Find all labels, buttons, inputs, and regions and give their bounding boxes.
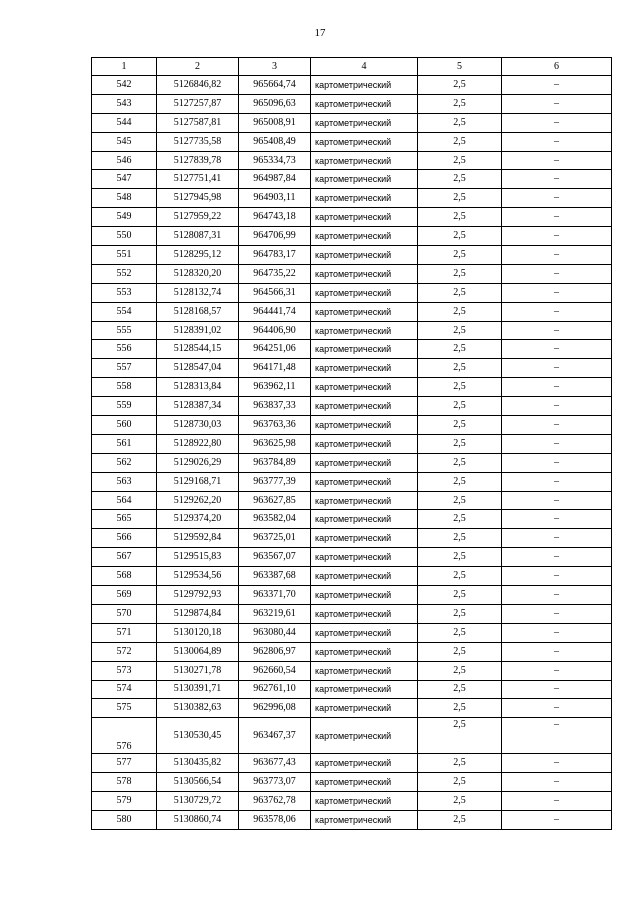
accuracy-cell: 2,5 <box>418 510 502 529</box>
y-coordinate-cell: 962996,08 <box>239 699 311 718</box>
table-row <box>92 586 612 605</box>
accuracy-cell: 2,5 <box>418 810 502 829</box>
method-cell: картометрический <box>311 548 418 567</box>
point-number-cell: 572 <box>92 642 157 661</box>
method-cell: картометрический <box>311 397 418 416</box>
point-number-cell: 545 <box>92 132 157 151</box>
note-cell: – <box>502 754 612 773</box>
x-coordinate-cell: 5130729,72 <box>157 792 239 811</box>
table-row <box>92 661 612 680</box>
y-coordinate-cell: 964735,22 <box>239 264 311 283</box>
method-cell: картометрический <box>311 510 418 529</box>
x-coordinate-cell: 5129515,83 <box>157 548 239 567</box>
accuracy-cell: 2,5 <box>418 227 502 246</box>
method-cell: картометрический <box>311 321 418 340</box>
method-cell: картометрический <box>311 378 418 397</box>
accuracy-cell: 2,5 <box>418 340 502 359</box>
y-coordinate-cell: 964251,06 <box>239 340 311 359</box>
y-coordinate-cell: 963387,68 <box>239 567 311 586</box>
point-number-cell: 567 <box>92 548 157 567</box>
method-cell: картометрический <box>311 302 418 321</box>
point-number-cell: 569 <box>92 586 157 605</box>
x-coordinate-cell: 5128922,80 <box>157 434 239 453</box>
method-cell: картометрический <box>311 359 418 378</box>
note-cell: – <box>502 208 612 227</box>
x-coordinate-cell: 5130382,63 <box>157 699 239 718</box>
table-row <box>92 642 612 661</box>
y-coordinate-cell: 964406,90 <box>239 321 311 340</box>
point-number-cell: 550 <box>92 227 157 246</box>
point-number-cell: 570 <box>92 604 157 623</box>
point-number-cell: 564 <box>92 491 157 510</box>
accuracy-cell: 2,5 <box>418 283 502 302</box>
table-row <box>92 246 612 265</box>
y-coordinate-cell: 963627,85 <box>239 491 311 510</box>
x-coordinate-cell: 5130120,18 <box>157 623 239 642</box>
accuracy-cell: 2,5 <box>418 472 502 491</box>
point-number-cell: 573 <box>92 661 157 680</box>
method-cell: картометрический <box>311 472 418 491</box>
x-coordinate-cell: 5128544,15 <box>157 340 239 359</box>
method-cell: картометрический <box>311 699 418 718</box>
method-cell: картометрический <box>311 567 418 586</box>
method-cell: картометрический <box>311 810 418 829</box>
accuracy-cell: 2,5 <box>418 264 502 283</box>
note-cell: – <box>502 94 612 113</box>
page-number: 17 <box>314 27 326 39</box>
method-cell: картометрический <box>311 76 418 95</box>
x-coordinate-cell: 5128320,20 <box>157 264 239 283</box>
x-coordinate-cell: 5129792,93 <box>157 586 239 605</box>
note-cell: – <box>502 170 612 189</box>
note-cell: – <box>502 491 612 510</box>
point-number-cell: 544 <box>92 113 157 132</box>
note-cell: – <box>502 416 612 435</box>
table-body <box>92 58 612 830</box>
x-coordinate-cell: 5128087,31 <box>157 227 239 246</box>
table-row <box>92 151 612 170</box>
x-coordinate-cell: 5130530,45 <box>157 718 239 754</box>
note-cell: – <box>502 321 612 340</box>
accuracy-cell: 2,5 <box>418 189 502 208</box>
method-cell: картометрический <box>311 264 418 283</box>
y-coordinate-cell: 963371,70 <box>239 586 311 605</box>
note-cell: – <box>502 378 612 397</box>
note-cell: – <box>502 472 612 491</box>
method-cell: картометрический <box>311 340 418 359</box>
method-cell: картометрический <box>311 283 418 302</box>
y-coordinate-cell: 963784,89 <box>239 453 311 472</box>
point-number-cell: 557 <box>92 359 157 378</box>
method-cell: картометрический <box>311 661 418 680</box>
y-coordinate-cell: 964903,11 <box>239 189 311 208</box>
note-cell: – <box>502 529 612 548</box>
y-coordinate-cell: 965408,49 <box>239 132 311 151</box>
note-cell: – <box>502 302 612 321</box>
point-number-cell: 558 <box>92 378 157 397</box>
method-cell: картометрический <box>311 491 418 510</box>
method-cell: картометрический <box>311 604 418 623</box>
accuracy-cell: 2,5 <box>418 604 502 623</box>
table-row <box>92 359 612 378</box>
point-number-cell: 576 <box>92 718 157 754</box>
table-header-cell: 3 <box>239 58 311 76</box>
method-cell: картометрический <box>311 642 418 661</box>
point-number-cell: 575 <box>92 699 157 718</box>
accuracy-cell: 2,5 <box>418 76 502 95</box>
method-cell: картометрический <box>311 680 418 699</box>
x-coordinate-cell: 5128168,57 <box>157 302 239 321</box>
point-number-cell: 543 <box>92 94 157 113</box>
point-number-cell: 568 <box>92 567 157 586</box>
point-number-cell: 542 <box>92 76 157 95</box>
x-coordinate-cell: 5130064,89 <box>157 642 239 661</box>
x-coordinate-cell: 5127839,78 <box>157 151 239 170</box>
table-header-row <box>92 58 612 76</box>
method-cell: картометрический <box>311 132 418 151</box>
accuracy-cell: 2,5 <box>418 623 502 642</box>
point-number-cell: 579 <box>92 792 157 811</box>
note-cell: – <box>502 359 612 378</box>
method-cell: картометрический <box>311 529 418 548</box>
x-coordinate-cell: 5127587,81 <box>157 113 239 132</box>
x-coordinate-cell: 5130860,74 <box>157 810 239 829</box>
y-coordinate-cell: 963625,98 <box>239 434 311 453</box>
y-coordinate-cell: 964706,99 <box>239 227 311 246</box>
accuracy-cell: 2,5 <box>418 132 502 151</box>
x-coordinate-cell: 5129592,84 <box>157 529 239 548</box>
y-coordinate-cell: 962660,54 <box>239 661 311 680</box>
method-cell: картометрический <box>311 416 418 435</box>
point-number-cell: 546 <box>92 151 157 170</box>
note-cell: – <box>502 340 612 359</box>
coordinates-table <box>91 57 612 830</box>
method-cell: картометрический <box>311 151 418 170</box>
note-cell: – <box>502 604 612 623</box>
x-coordinate-cell: 5129262,20 <box>157 491 239 510</box>
x-coordinate-cell: 5127959,22 <box>157 208 239 227</box>
point-number-cell: 556 <box>92 340 157 359</box>
accuracy-cell: 2,5 <box>418 302 502 321</box>
point-number-cell: 559 <box>92 397 157 416</box>
note-cell: – <box>502 283 612 302</box>
note-cell: – <box>502 151 612 170</box>
method-cell: картометрический <box>311 246 418 265</box>
point-number-cell: 553 <box>92 283 157 302</box>
y-coordinate-cell: 963467,37 <box>239 718 311 754</box>
note-cell: – <box>502 810 612 829</box>
table-row <box>92 283 612 302</box>
accuracy-cell: 2,5 <box>418 792 502 811</box>
table-row <box>92 94 612 113</box>
accuracy-cell: 2,5 <box>418 548 502 567</box>
accuracy-cell: 2,5 <box>418 208 502 227</box>
table-row <box>92 491 612 510</box>
note-cell: – <box>502 680 612 699</box>
table-row <box>92 76 612 95</box>
table-row <box>92 792 612 811</box>
point-number-cell: 549 <box>92 208 157 227</box>
accuracy-cell: 2,5 <box>418 94 502 113</box>
accuracy-cell: 2,5 <box>418 718 502 754</box>
x-coordinate-cell: 5130391,71 <box>157 680 239 699</box>
note-cell: – <box>502 510 612 529</box>
point-number-cell: 551 <box>92 246 157 265</box>
accuracy-cell: 2,5 <box>418 642 502 661</box>
y-coordinate-cell: 963582,04 <box>239 510 311 529</box>
x-coordinate-cell: 5129026,29 <box>157 453 239 472</box>
y-coordinate-cell: 965334,73 <box>239 151 311 170</box>
x-coordinate-cell: 5128387,34 <box>157 397 239 416</box>
method-cell: картометрический <box>311 754 418 773</box>
y-coordinate-cell: 964171,48 <box>239 359 311 378</box>
note-cell: – <box>502 227 612 246</box>
table-row <box>92 208 612 227</box>
x-coordinate-cell: 5127735,58 <box>157 132 239 151</box>
note-cell: – <box>502 453 612 472</box>
table-row <box>92 680 612 699</box>
accuracy-cell: 2,5 <box>418 529 502 548</box>
table-header-cell: 4 <box>311 58 418 76</box>
table-row <box>92 754 612 773</box>
method-cell: картометрический <box>311 170 418 189</box>
accuracy-cell: 2,5 <box>418 113 502 132</box>
y-coordinate-cell: 963725,01 <box>239 529 311 548</box>
table-row <box>92 189 612 208</box>
point-number-cell: 554 <box>92 302 157 321</box>
table-row <box>92 472 612 491</box>
x-coordinate-cell: 5127257,87 <box>157 94 239 113</box>
y-coordinate-cell: 964783,17 <box>239 246 311 265</box>
y-coordinate-cell: 963578,06 <box>239 810 311 829</box>
accuracy-cell: 2,5 <box>418 586 502 605</box>
table-row <box>92 810 612 829</box>
note-cell: – <box>502 661 612 680</box>
x-coordinate-cell: 5128391,02 <box>157 321 239 340</box>
note-cell: – <box>502 76 612 95</box>
x-coordinate-cell: 5129874,84 <box>157 604 239 623</box>
accuracy-cell: 2,5 <box>418 567 502 586</box>
y-coordinate-cell: 962761,10 <box>239 680 311 699</box>
note-cell: – <box>502 397 612 416</box>
y-coordinate-cell: 963837,33 <box>239 397 311 416</box>
table-row <box>92 397 612 416</box>
note-cell: – <box>502 642 612 661</box>
point-number-cell: 552 <box>92 264 157 283</box>
table-row <box>92 302 612 321</box>
table-row <box>92 264 612 283</box>
table-row <box>92 113 612 132</box>
y-coordinate-cell: 963567,07 <box>239 548 311 567</box>
accuracy-cell: 2,5 <box>418 170 502 189</box>
table-row <box>92 718 612 754</box>
table-row <box>92 604 612 623</box>
table-row <box>92 434 612 453</box>
note-cell: – <box>502 792 612 811</box>
x-coordinate-cell: 5130271,78 <box>157 661 239 680</box>
y-coordinate-cell: 963962,11 <box>239 378 311 397</box>
note-cell: – <box>502 434 612 453</box>
point-number-cell: 563 <box>92 472 157 491</box>
accuracy-cell: 2,5 <box>418 246 502 265</box>
x-coordinate-cell: 5128313,84 <box>157 378 239 397</box>
note-cell: – <box>502 548 612 567</box>
table-row <box>92 529 612 548</box>
table-row <box>92 773 612 792</box>
y-coordinate-cell: 963777,39 <box>239 472 311 491</box>
method-cell: картометрический <box>311 208 418 227</box>
method-cell: картометрический <box>311 586 418 605</box>
y-coordinate-cell: 964987,84 <box>239 170 311 189</box>
y-coordinate-cell: 963762,78 <box>239 792 311 811</box>
accuracy-cell: 2,5 <box>418 416 502 435</box>
note-cell: – <box>502 567 612 586</box>
x-coordinate-cell: 5130566,54 <box>157 773 239 792</box>
method-cell: картометрический <box>311 718 418 754</box>
point-number-cell: 580 <box>92 810 157 829</box>
note-cell: – <box>502 113 612 132</box>
y-coordinate-cell: 965096,63 <box>239 94 311 113</box>
note-cell: – <box>502 246 612 265</box>
table-row <box>92 623 612 642</box>
y-coordinate-cell: 962806,97 <box>239 642 311 661</box>
accuracy-cell: 2,5 <box>418 661 502 680</box>
x-coordinate-cell: 5127751,41 <box>157 170 239 189</box>
method-cell: картометрический <box>311 113 418 132</box>
x-coordinate-cell: 5129374,20 <box>157 510 239 529</box>
accuracy-cell: 2,5 <box>418 754 502 773</box>
table-row <box>92 416 612 435</box>
accuracy-cell: 2,5 <box>418 680 502 699</box>
table-header-cell: 5 <box>418 58 502 76</box>
accuracy-cell: 2,5 <box>418 453 502 472</box>
point-number-cell: 565 <box>92 510 157 529</box>
point-number-cell: 574 <box>92 680 157 699</box>
method-cell: картометрический <box>311 792 418 811</box>
point-number-cell: 555 <box>92 321 157 340</box>
method-cell: картометрический <box>311 623 418 642</box>
y-coordinate-cell: 964566,31 <box>239 283 311 302</box>
accuracy-cell: 2,5 <box>418 378 502 397</box>
note-cell: – <box>502 699 612 718</box>
table-row <box>92 321 612 340</box>
method-cell: картометрический <box>311 434 418 453</box>
note-cell: – <box>502 264 612 283</box>
x-coordinate-cell: 5126846,82 <box>157 76 239 95</box>
y-coordinate-cell: 963080,44 <box>239 623 311 642</box>
note-cell: – <box>502 718 612 754</box>
point-number-cell: 547 <box>92 170 157 189</box>
accuracy-cell: 2,5 <box>418 397 502 416</box>
point-number-cell: 562 <box>92 453 157 472</box>
point-number-cell: 561 <box>92 434 157 453</box>
accuracy-cell: 2,5 <box>418 359 502 378</box>
y-coordinate-cell: 965008,91 <box>239 113 311 132</box>
y-coordinate-cell: 963677,43 <box>239 754 311 773</box>
point-number-cell: 577 <box>92 754 157 773</box>
point-number-cell: 566 <box>92 529 157 548</box>
table-row <box>92 510 612 529</box>
y-coordinate-cell: 963773,07 <box>239 773 311 792</box>
x-coordinate-cell: 5130435,82 <box>157 754 239 773</box>
y-coordinate-cell: 963763,36 <box>239 416 311 435</box>
x-coordinate-cell: 5129168,71 <box>157 472 239 491</box>
point-number-cell: 548 <box>92 189 157 208</box>
table-header-cell: 2 <box>157 58 239 76</box>
x-coordinate-cell: 5129534,56 <box>157 567 239 586</box>
y-coordinate-cell: 964743,18 <box>239 208 311 227</box>
table-row <box>92 227 612 246</box>
x-coordinate-cell: 5128132,74 <box>157 283 239 302</box>
table-header-cell: 1 <box>92 58 157 76</box>
note-cell: – <box>502 189 612 208</box>
table-row <box>92 378 612 397</box>
note-cell: – <box>502 132 612 151</box>
table-row <box>92 548 612 567</box>
accuracy-cell: 2,5 <box>418 491 502 510</box>
x-coordinate-cell: 5128547,04 <box>157 359 239 378</box>
y-coordinate-cell: 963219,61 <box>239 604 311 623</box>
table-row <box>92 567 612 586</box>
point-number-cell: 571 <box>92 623 157 642</box>
table-header-cell: 6 <box>502 58 612 76</box>
accuracy-cell: 2,5 <box>418 151 502 170</box>
method-cell: картометрический <box>311 94 418 113</box>
method-cell: картометрический <box>311 453 418 472</box>
method-cell: картометрический <box>311 227 418 246</box>
x-coordinate-cell: 5128730,03 <box>157 416 239 435</box>
table-row <box>92 340 612 359</box>
y-coordinate-cell: 964441,74 <box>239 302 311 321</box>
accuracy-cell: 2,5 <box>418 699 502 718</box>
table-row <box>92 132 612 151</box>
accuracy-cell: 2,5 <box>418 773 502 792</box>
note-cell: – <box>502 623 612 642</box>
x-coordinate-cell: 5128295,12 <box>157 246 239 265</box>
point-number-cell: 578 <box>92 773 157 792</box>
accuracy-cell: 2,5 <box>418 321 502 340</box>
method-cell: картометрический <box>311 189 418 208</box>
x-coordinate-cell: 5127945,98 <box>157 189 239 208</box>
table-row <box>92 453 612 472</box>
table-row <box>92 170 612 189</box>
point-number-cell: 560 <box>92 416 157 435</box>
note-cell: – <box>502 586 612 605</box>
table-row <box>92 699 612 718</box>
note-cell: – <box>502 773 612 792</box>
accuracy-cell: 2,5 <box>418 434 502 453</box>
method-cell: картометрический <box>311 773 418 792</box>
y-coordinate-cell: 965664,74 <box>239 76 311 95</box>
